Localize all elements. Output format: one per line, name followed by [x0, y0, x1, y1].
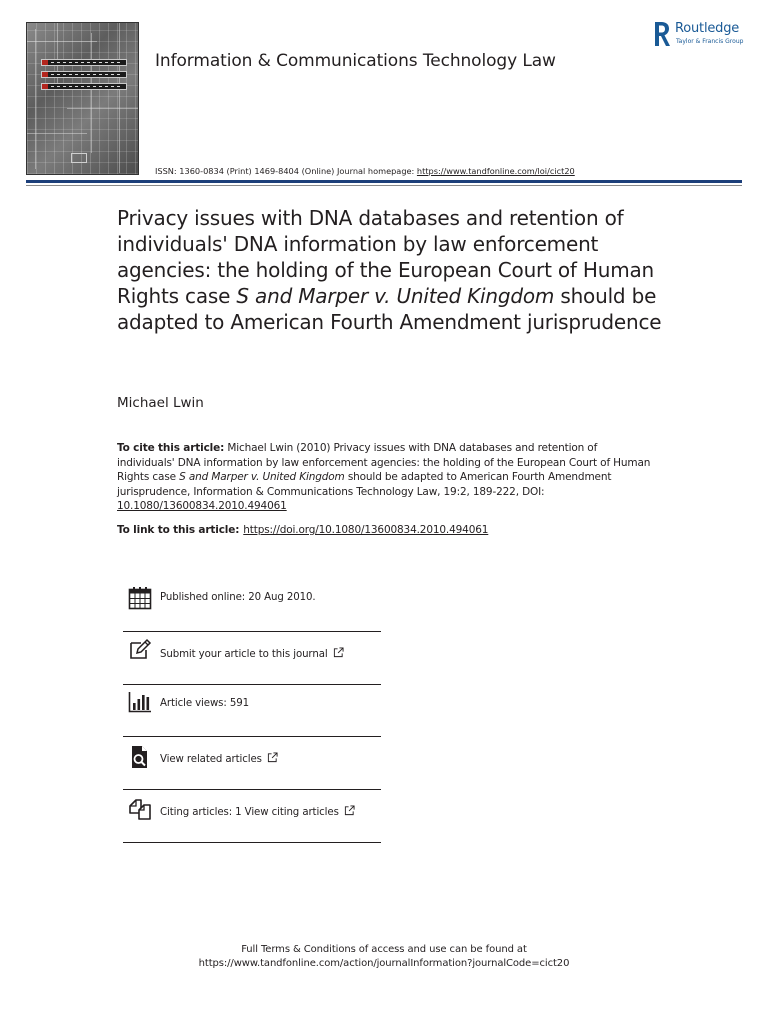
- author-name: Michael Lwin: [117, 395, 204, 411]
- publisher-logo[interactable]: [653, 20, 753, 50]
- external-link-icon: [344, 805, 355, 816]
- citation-case-name: S and Marper v. United Kingdom: [179, 471, 345, 483]
- citing-articles-label: Citing articles: 1 View citing articles: [160, 807, 339, 818]
- citation-label: To cite this article:: [117, 442, 225, 454]
- article-title-case-name: S and Marper v. United Kingdom: [236, 284, 555, 308]
- footer-terms-line: Full Terms & Conditions of access and use can be found at: [241, 944, 527, 955]
- external-link-icon: [267, 752, 278, 763]
- routledge-logo-icon: [653, 20, 671, 48]
- journal-name: Information & Communications Technology Law: [155, 51, 556, 71]
- article-views: Article views: 591: [160, 698, 250, 709]
- citing-articles-link[interactable]: [160, 805, 355, 818]
- search-document-icon: [128, 745, 152, 769]
- citation-block: [117, 441, 657, 514]
- edit-icon: [128, 638, 152, 662]
- article-doi-url-link[interactable]: https://doi.org/10.1080/13600834.2010.494061: [243, 524, 489, 536]
- citing-articles-row[interactable]: [123, 790, 381, 842]
- article-title-part1: Privacy issues with DNA databases and retention of individuals' DNA information by law enforcement agencies: the holding of the European Court of Human Rights case: [117, 206, 655, 308]
- related-articles-link[interactable]: [160, 752, 278, 765]
- submit-article-row[interactable]: [123, 632, 381, 684]
- footer-terms-url[interactable]: https://www.tandfonline.com/action/journalInformation?journalCode=cict20: [198, 958, 570, 969]
- publisher-name: Routledge: [675, 21, 740, 36]
- submit-article-label: Submit your article to this journal: [160, 649, 328, 660]
- bar-chart-icon: [128, 690, 152, 714]
- related-articles-label: View related articles: [160, 754, 262, 765]
- external-link-icon: [333, 647, 344, 658]
- related-articles-row[interactable]: [123, 737, 381, 789]
- publisher-subtitle: Taylor & Francis Group: [676, 38, 744, 45]
- submit-article-link[interactable]: [160, 647, 344, 660]
- article-link-label: To link to this article:: [117, 524, 240, 536]
- footer-terms: [0, 943, 768, 971]
- citation-text-part1: Michael Lwin (2010) Privacy issues with DNA databases and retention of individuals' DNA information by law enforcement agencies: the holding of the European Court of Human Rights case: [117, 442, 651, 483]
- article-title: [117, 205, 677, 335]
- calendar-icon: [128, 586, 152, 610]
- journal-homepage-link[interactable]: https://www.tandfonline.com/loi/cict20: [416, 166, 575, 176]
- article-link-line: [117, 524, 488, 536]
- published-row: [123, 578, 381, 630]
- header-divider: [26, 180, 742, 183]
- published-date: Published online: 20 Aug 2010.: [160, 592, 316, 603]
- issn-text: ISSN: 1360-0834 (Print) 1469-8404 (Online) Journal homepage:: [155, 166, 417, 176]
- article-views-row: [123, 685, 381, 737]
- article-title-part2: should be adapted to American Fourth Amendment jurisprudence: [117, 284, 662, 334]
- issn-line: [155, 166, 575, 176]
- citing-icon: [128, 797, 152, 821]
- info-divider: [123, 842, 381, 843]
- citation-doi-link[interactable]: 10.1080/13600834.2010.494061: [117, 500, 287, 512]
- journal-cover-image: [26, 22, 139, 175]
- citation-text-part2: should be adapted to American Fourth Amendment jurisprudence, Information & Communications Technology Law, 19:2, 189-222, DOI:: [117, 471, 612, 498]
- header-divider-thin: [26, 185, 742, 186]
